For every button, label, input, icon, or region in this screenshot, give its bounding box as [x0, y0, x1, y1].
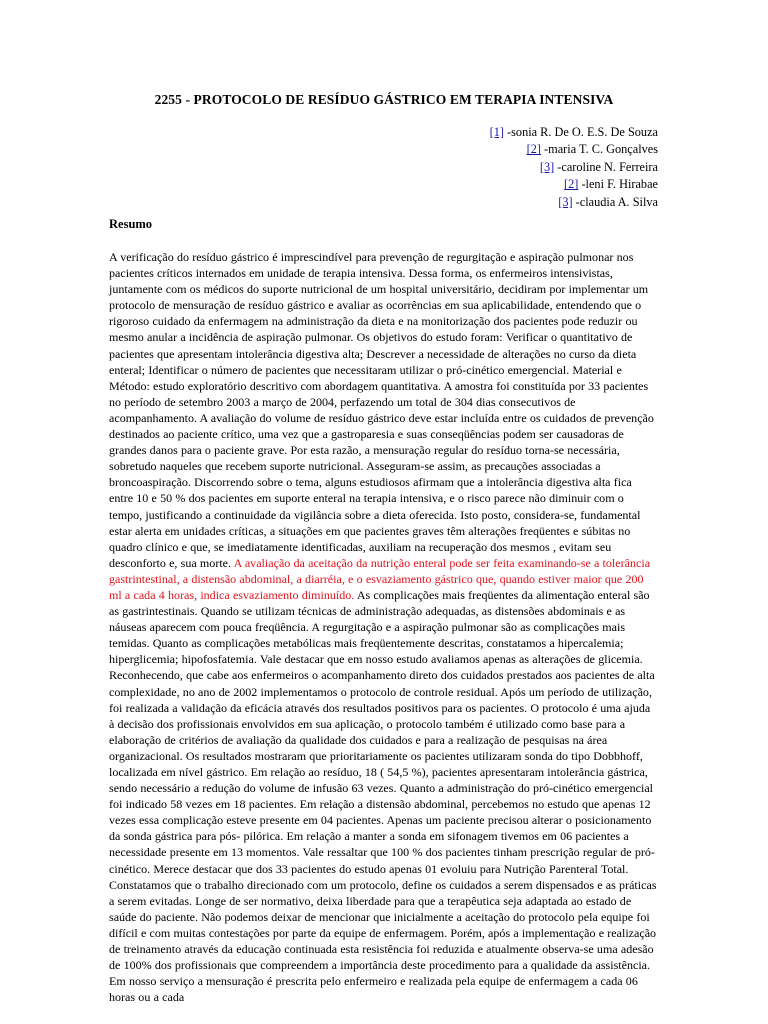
- author-line: [138, 141, 658, 158]
- author-line: [138, 124, 658, 141]
- document-title: 2255 - PROTOCOLO DE RESÍDUO GÁSTRICO EM TERAPIA INTENSIVA: [154, 92, 614, 107]
- author-list: [138, 124, 658, 211]
- abstract-highlighted-text: A avaliação da aceitação da nutrição enteral pode ser feita examinando-se a tolerância gastrintestinal, a distensão abdominal, a diarréia, e o esvaziamento gástrico que, quando estiver maior que 200 ml a cada 4 horas, indica esvaziamento diminuído.: [109, 555, 651, 602]
- footnote-link[interactable]: [2]: [526, 142, 541, 157]
- author-name: -leni F. Hirabae: [578, 177, 658, 192]
- author-name: -maria T. C. Gonçalves: [540, 142, 658, 157]
- author-name: -claudia A. Silva: [572, 194, 658, 209]
- footnote-link[interactable]: [3]: [558, 194, 573, 209]
- footnote-link[interactable]: [2]: [564, 177, 579, 192]
- section-heading: Resumo: [109, 217, 153, 231]
- footnote-link[interactable]: [3]: [539, 159, 555, 174]
- abstract-text-part2: As complicações mais freqüentes da alimentação enteral são as gastrintestinais. Quando se utilizam técnicas de administração adequadas, as distensões abdominais e as náuseas aparecem com pouca freqüência. A regurgitação e a aspiração pulmonar são as complicações mais temidas. Quanto as complicações metabólicas mais freqüentemente descritas, constatamos a hipercalemia; hiperglicemia; hipofosfatemia. Vale destacar que em nosso estudo avaliamos apenas as alterações de glicemia. Reconhecendo, que cabe aos enfermeiros o acompanhamento direto dos cuidados prestados aos pacientes de alta complexidade, no ano de 2002 implementamos o protocolo de controle residual. Após um período de utilização, foi realizada a validação da eficácia através dos resultados positivos para os pacientes. O protocolo é uma ajuda à decisão dos profissionais envolvidos em sua aplicação, o protocolo também é utilizado como base para a elaboração de critérios de avaliação da qualidade dos cuidados e para a realização de pesquisas na área organizacional. Os resultados mostraram que prioritariamente os pacientes utilizaram sonda do tipo Dobbhoff, localizada em nível gástrico. Em relação ao resíduo, 18 ( 54,5 %), pacientes apresentaram intolerância gástrica, sendo necessário a redução do volume de infusão 63 vezes. Quanto a administração do pró-cinético emergencial foi indicado 58 vezes em 18 pacientes. Em relação a distensão abdominal, percebemos no estudo que apenas 12 vezes essa complicação esteve presente em 04 pacientes. Apenas um paciente precisou alterar o posicionamento da sonda gástrica para pós- pilórica. Em relação a manter a sonda em sifonagem tivemos em 06 pacientes a necessidade presente em 13 momentos. Vale ressaltar que 100 % dos pacientes tinham prescrição regular de pró-cinético. Merece destacar que dos 33 pacientes do estudo apenas 01 evoluiu para Nutrição Parenteral Total. Constatamos que o trabalho direcionado com um protocolo, define os cuidados a serem dispensados e as práticas a serem evitadas. Longe de ser normativo, deixa liberdade para que a terapêutica seja adaptada ao estado de saúde do paciente. Não podemos deixar de mencionar que inicialmente a aceitação do protocolo pela equipe foi difícil e com muitas contestações por parte da equipe de enfermagem. Porém, após a implementação e realização de treinamento através da educação continuada esta resistência foi reduzida e atualmente observa-se uma adesão de 100% dos profissionais que compreendem a importância deste procedimento para a qualidade da assistência. Em nosso serviço a mensuração é prescrita pelo enfermeiro e realizada pela equipe de enfermagem a cada 06 horas ou a cada: [109, 587, 657, 1005]
- author-line: [138, 159, 658, 176]
- author-line: [138, 176, 658, 193]
- author-line: [138, 194, 658, 211]
- author-name: -caroline N. Ferreira: [554, 159, 658, 174]
- abstract-text-part1: A verificação do resíduo gástrico é imprescindível para prevenção de regurgitação e aspiração pulmonar nos pacientes críticos internados em unidade de terapia intensiva. Dessa forma, os enfermeiros intensivistas, juntamente com os médicos do suporte nutricional de um hospital universitário, decidiram por implementar um protocolo de mensuração de resíduo gástrico e avaliar as ocorrências em sua aplicabilidade, entendendo que o rigoroso cuidado da enfermagem na administração da dieta e na monitorização dos pacientes pode reduzir ou mesmo anular a incidência de aspiração pulmonar. Os objetivos do estudo foram: Verificar o quantitativo de pacientes que apresentam intolerância digestiva alta; Descrever a necessidade de alterações no curso da dieta enteral; Identificar o número de pacientes que necessitaram utilizar o pró-cinético emergencial. Material e Método: estudo exploratório descritivo com abordagem quantitativa. A amostra foi constituída por 33 pacientes no período de setembro 2003 a março de 2004, perfazendo um total de 304 dias consecutivos de acompanhamento. A avaliação do volume de resíduo gástrico deve estar incluída entre os cuidados de prevenção destinados ao paciente crítico, uma vez que a gastroparesia e suas conseqüências podem ser causadoras de grandes danos para o paciente grave. Por esta razão, a mensuração regular do resíduo torna-se necessária, sobretudo naqueles que recebem suporte nutricional. Asseguram-se assim, as precauções associadas a broncoaspiração. Discorrendo sobre o tema, alguns estudiosos afirmam que a intolerância digestiva alta fica entre 10 e 50 % dos pacientes em suporte enteral na terapia intensiva, e o risco parece não diminuir com o tempo, justificando a continuidade da vigilância sobre a dieta oferecida. Isto posto, considera-se, fundamental estar alerta em unidades críticas, a situações em que pacientes graves têm alterações freqüentes e súbitas no quadro clínico e que, se imediatamente identificadas, auxiliam na recuperação dos mesmos , evitam seu desconforto e, sua morte.: [109, 250, 654, 570]
- author-name: -sonia R. De O. E.S. De Souza: [503, 125, 658, 139]
- footnote-link[interactable]: [1]: [489, 125, 504, 139]
- abstract-body: [109, 249, 658, 1005]
